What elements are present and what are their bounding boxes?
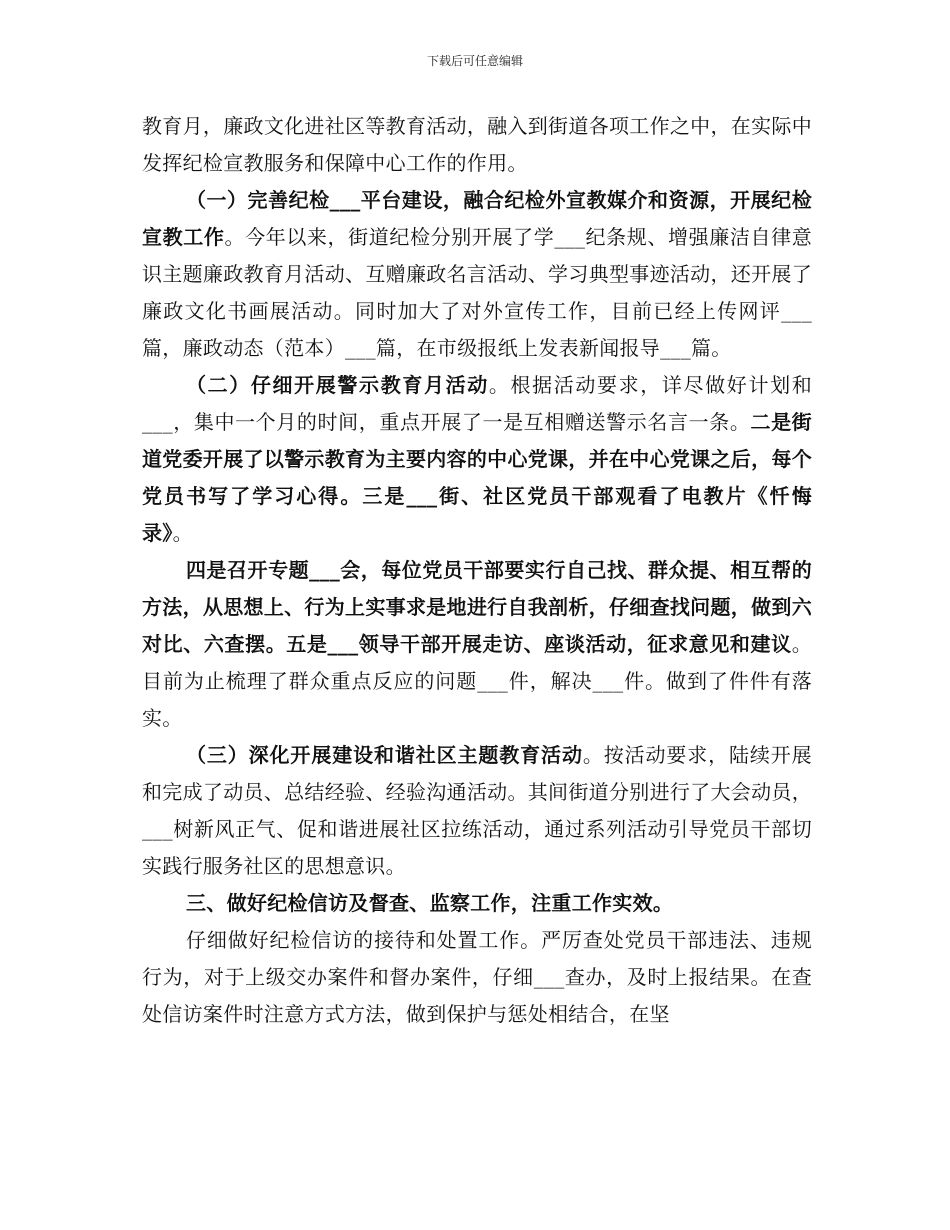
paragraph-5	[142, 737, 812, 885]
paragraph-1	[142, 108, 812, 182]
paragraph-3-heading: （二）仔细开展警示教育月活动	[186, 373, 489, 397]
paragraph-4-text: 。目前为止梳理了群众重点反应的问题___件，解决___件。做到了件件有落实。	[142, 632, 812, 730]
document-body	[142, 108, 812, 1033]
section-heading-3-text: 三、做好纪检信访及督查、监察工作，注重工作实效。	[186, 891, 674, 915]
paragraph-5-text: 。按活动要求，陆续开展和完成了动员、总结经验、经验沟通活动。其间街道分别进行了大会动员，___树新风正气、促和谐进展社区拉练活动，通过系列活动引导党员干部切实践行服务社区的思想意识。	[142, 743, 812, 878]
paragraph-7-text: 仔细做好纪检信访的接待和处置工作。严厉查处党员干部违法、违规行为，对于上级交办案件和督办案件，仔细___查办，及时上报结果。在查处信访案件时注意方式方法，做到保护与惩处相结合，在坚	[142, 928, 812, 1026]
page-header: 下载后可任意编辑	[426, 54, 523, 68]
paragraph-1-text: 教育月，廉政文化进社区等教育活动，融入到街道各项工作之中，在实际中发挥纪检宣教服务和保障中心工作的作用。	[142, 114, 812, 175]
paragraph-5-heading: （三）深化开展建设和谐社区主题教育活动	[186, 743, 583, 767]
paragraph-3	[142, 367, 812, 552]
paragraph-2-heading: （一）完善纪检___平台建设，融合纪检外宣教媒介和资源，开展纪检宣教工作	[142, 188, 812, 249]
section-heading-3	[142, 885, 812, 922]
paragraph-7	[142, 922, 812, 1033]
paragraph-3-bold-text: 二是街道党委开展了以警示教育为主要内容的中心党课，并在中心党课之后，每个党员书写了学习心得。三是___街、社区党员干部观看了电教片《忏悔录》	[142, 410, 812, 545]
paragraph-2-text: 。今年以来，街道纪检分别开展了学___纪条规、增强廉洁自律意识主题廉政教育月活动、互赠廉政名言活动、学习典型事迹活动，还开展了廉政文化书画展活动。同时加大了对外宣传工作，目前已经上传网评___篇，廉政动态（范本）___篇，在市级报纸上发表新闻报导___篇。	[142, 225, 813, 360]
paragraph-4-heading: 四是召开专题___会，每位党员干部要实行自己找、群众提、相互帮的方法，从思想上、行为上实事求是地进行自我剖析，仔细查找问题，做到六对比、六查摆。五是___领导干部开展走访、座谈活动，征求意见和建议	[142, 558, 812, 656]
paragraph-3-text: 。根据活动要求，详尽做好计划和___，集中一个月的时间，重点开展了一是互相赠送警示名言一条。	[142, 373, 813, 434]
paragraph-4	[142, 552, 812, 737]
paragraph-3-end: 。	[172, 521, 193, 545]
paragraph-2	[142, 182, 812, 367]
